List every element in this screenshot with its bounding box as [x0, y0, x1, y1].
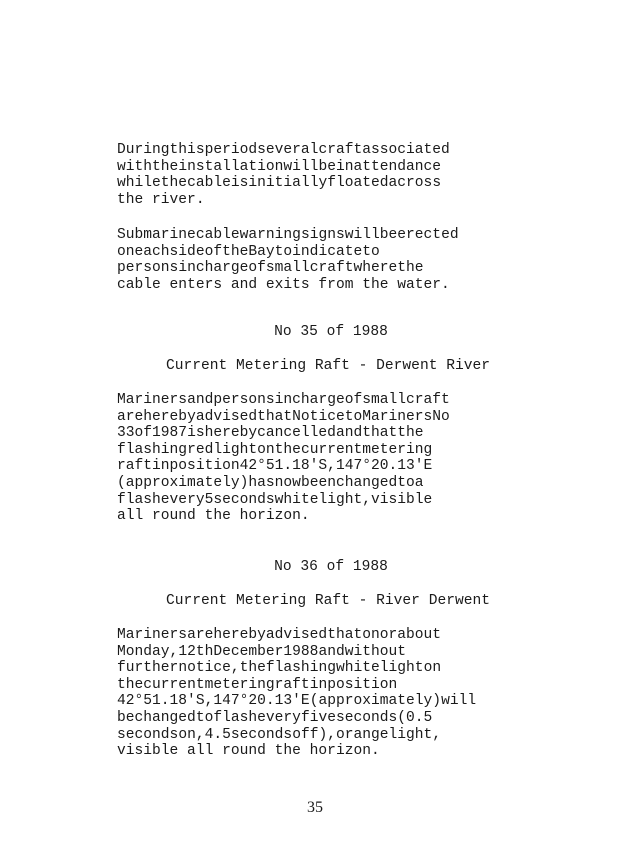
text-word: are — [117, 408, 144, 425]
text-word: in — [335, 158, 354, 175]
text-word: that — [362, 425, 398, 442]
text-word: each — [134, 243, 170, 260]
text-word: light — [379, 660, 424, 677]
text-word: cable — [195, 227, 240, 243]
text-word: hereby — [213, 627, 266, 643]
text-word: the — [160, 175, 188, 192]
text-word: visible — [371, 491, 433, 508]
paragraph-cable-installation — [117, 142, 564, 208]
text-word: warning — [239, 227, 301, 243]
text-word: to — [397, 474, 415, 491]
text-word: advised — [195, 408, 258, 425]
text-word: flash — [117, 491, 161, 508]
text-word: raft — [274, 676, 310, 693]
text-word: small — [265, 260, 310, 277]
text-word: period — [204, 142, 258, 158]
text-word: the — [117, 676, 144, 693]
text-line — [117, 192, 564, 209]
text-word: while — [117, 175, 161, 192]
text-word: are — [187, 627, 214, 643]
text-word: of — [344, 392, 363, 408]
text-word: persons — [117, 260, 179, 277]
text-word: about — [397, 627, 442, 643]
text-word: every — [257, 709, 301, 726]
text-line — [117, 743, 564, 760]
text-word: every — [160, 491, 205, 508]
notice-36-heading: Current Metering Raft - River Derwent — [165, 593, 491, 609]
text-line — [117, 492, 564, 509]
notice-36-body — [117, 627, 564, 760]
text-line — [117, 727, 564, 744]
text-word: 147°20.13'E — [335, 458, 433, 475]
text-word: to — [195, 709, 214, 726]
text-word: in — [274, 392, 293, 408]
text-line — [117, 693, 564, 710]
text-word: During — [117, 142, 170, 158]
text-word: associated — [362, 142, 450, 158]
text-word: without — [344, 643, 407, 660]
text-word: visible all round the horizon. — [117, 743, 380, 760]
text-line — [117, 409, 564, 426]
text-word: persons — [213, 392, 275, 408]
text-word: where — [353, 260, 398, 277]
text-word: and — [318, 643, 345, 660]
text-word: position — [169, 458, 240, 475]
text-word: will — [344, 227, 380, 243]
text-word: the — [397, 260, 424, 277]
text-word: of — [248, 260, 266, 277]
text-word: metering — [204, 676, 275, 693]
text-word: to — [344, 408, 363, 425]
text-word: cable — [187, 175, 231, 192]
text-word: in — [178, 260, 196, 277]
text-word: S, — [195, 693, 214, 710]
text-word: white — [335, 660, 380, 677]
text-word: 12th — [178, 643, 214, 660]
text-word: attendance — [353, 158, 442, 175]
text-word: changed — [335, 474, 398, 491]
text-word: seconds — [230, 726, 293, 743]
text-word: be — [318, 158, 336, 175]
text-line — [117, 392, 564, 409]
text-word: further — [117, 660, 179, 677]
text-word: indicate — [292, 243, 363, 260]
text-word: No — [432, 408, 450, 425]
text-word: advised — [265, 627, 328, 643]
text-word: on, — [178, 726, 205, 743]
text-word: white — [274, 491, 319, 508]
text-line — [117, 660, 564, 677]
text-word: charge — [195, 260, 249, 277]
text-word: current — [143, 676, 205, 693]
text-word: will — [283, 158, 319, 175]
text-word: cable enters and exits from the water. — [117, 276, 450, 293]
text-word: on — [423, 660, 442, 677]
text-word: hereby — [204, 425, 258, 442]
text-word: in — [309, 676, 328, 693]
text-word: the — [222, 243, 249, 260]
text-word: erected — [397, 227, 459, 243]
text-word: seconds — [213, 491, 275, 508]
text-line — [117, 475, 564, 492]
text-line — [117, 458, 564, 475]
text-word: several — [257, 142, 319, 158]
text-word: changed — [134, 709, 196, 726]
text-word: Notice — [292, 408, 345, 425]
text-word: notice, — [178, 660, 240, 677]
text-word: metering — [362, 441, 433, 458]
text-word: (approximately) — [117, 474, 249, 491]
text-word: and — [335, 425, 363, 442]
text-word: Mariners — [117, 627, 188, 643]
text-line — [117, 627, 564, 644]
text-line — [117, 644, 564, 661]
text-word: (approximately) — [309, 693, 442, 710]
text-word: 147°20.13'E — [213, 693, 310, 710]
text-word: small — [362, 392, 407, 408]
text-word: Bay — [248, 243, 275, 260]
text-word: on — [362, 627, 380, 643]
text-word: raft — [117, 458, 153, 475]
text-word: craft — [406, 392, 450, 408]
text-word: flashing — [117, 441, 188, 458]
text-line — [117, 227, 564, 244]
text-word: off), — [292, 726, 336, 743]
text-word: 5 — [204, 491, 214, 508]
text-word: Monday, — [117, 643, 179, 660]
text-word: 1987 — [152, 425, 188, 442]
text-word: 42°51.18' — [117, 693, 196, 710]
text-line — [117, 175, 564, 192]
text-word: a — [414, 474, 424, 491]
notice-35-body — [117, 392, 564, 525]
text-line — [117, 260, 564, 277]
text-word: Mariners — [362, 408, 433, 425]
text-word: and — [187, 392, 214, 408]
text-word: hereby — [143, 408, 196, 425]
text-word: be — [379, 227, 398, 243]
text-word: floated — [327, 175, 389, 192]
text-word: to — [274, 243, 293, 260]
text-word: now — [274, 474, 301, 491]
text-word: the — [152, 158, 179, 175]
text-line — [117, 508, 564, 525]
text-word: red — [187, 441, 214, 458]
text-line — [117, 710, 564, 727]
text-line — [117, 159, 564, 176]
text-word: will — [441, 693, 477, 710]
text-word: (0.5 — [397, 709, 433, 726]
text-word: the — [274, 441, 301, 458]
text-word: with — [117, 158, 153, 175]
text-word: the — [239, 660, 266, 677]
text-word: light — [213, 441, 258, 458]
text-word: or — [379, 627, 398, 643]
text-line — [117, 142, 564, 159]
notice-35-heading: Current Metering Raft - Derwent River — [165, 358, 491, 374]
text-word: be — [117, 709, 135, 726]
text-word: in — [152, 458, 170, 475]
text-word: signs — [300, 227, 345, 243]
text-word: Submarine — [117, 227, 196, 243]
text-word: craft — [318, 142, 363, 158]
text-word: the river. — [117, 191, 205, 208]
text-word: the — [397, 425, 424, 442]
text-word: 1988 — [283, 643, 319, 660]
text-word: that — [257, 408, 293, 425]
notice-35-number: No 35 of 1988 — [274, 324, 388, 340]
text-word: is — [230, 175, 249, 192]
text-word: on — [257, 441, 275, 458]
text-word: 42°51.18'S, — [239, 458, 336, 475]
text-word: December — [213, 643, 284, 660]
text-word: to — [362, 243, 380, 260]
text-word: 33 — [117, 425, 135, 442]
text-word: orange — [335, 726, 389, 743]
text-line — [117, 442, 564, 459]
text-word: flash — [213, 709, 258, 726]
text-word: five — [300, 709, 336, 726]
text-line — [117, 677, 564, 694]
text-word: that — [327, 627, 363, 643]
text-word: installation — [178, 158, 284, 175]
text-word: current — [300, 441, 363, 458]
text-line — [117, 277, 564, 294]
text-word: been — [300, 474, 336, 491]
text-word: position — [327, 676, 398, 693]
text-word: flashing — [265, 660, 336, 677]
text-word: this — [169, 142, 205, 158]
text-word: light, — [318, 491, 372, 508]
text-line — [117, 244, 564, 261]
text-word: 4.5 — [204, 726, 231, 743]
notice-36-number: No 36 of 1988 — [274, 559, 388, 575]
text-word: on — [117, 243, 135, 260]
text-word: light, — [388, 726, 442, 743]
text-word: craft — [309, 260, 354, 277]
text-word: of — [204, 243, 223, 260]
text-word: initially — [248, 175, 328, 192]
text-word: cancelled — [257, 425, 336, 442]
text-word: Mariners — [117, 392, 188, 408]
page-number: 35 — [307, 799, 323, 816]
text-word: side — [169, 243, 205, 260]
text-word: all round the horizon. — [117, 508, 310, 525]
text-word: is — [187, 425, 205, 442]
paragraph-warning-signs — [117, 227, 564, 293]
text-word: charge — [292, 392, 345, 408]
text-line — [117, 425, 564, 442]
text-word: seconds — [335, 709, 398, 726]
text-word: seconds — [117, 726, 179, 743]
text-word: has — [248, 474, 275, 491]
text-word: of — [134, 425, 153, 442]
text-word: across — [388, 175, 442, 192]
